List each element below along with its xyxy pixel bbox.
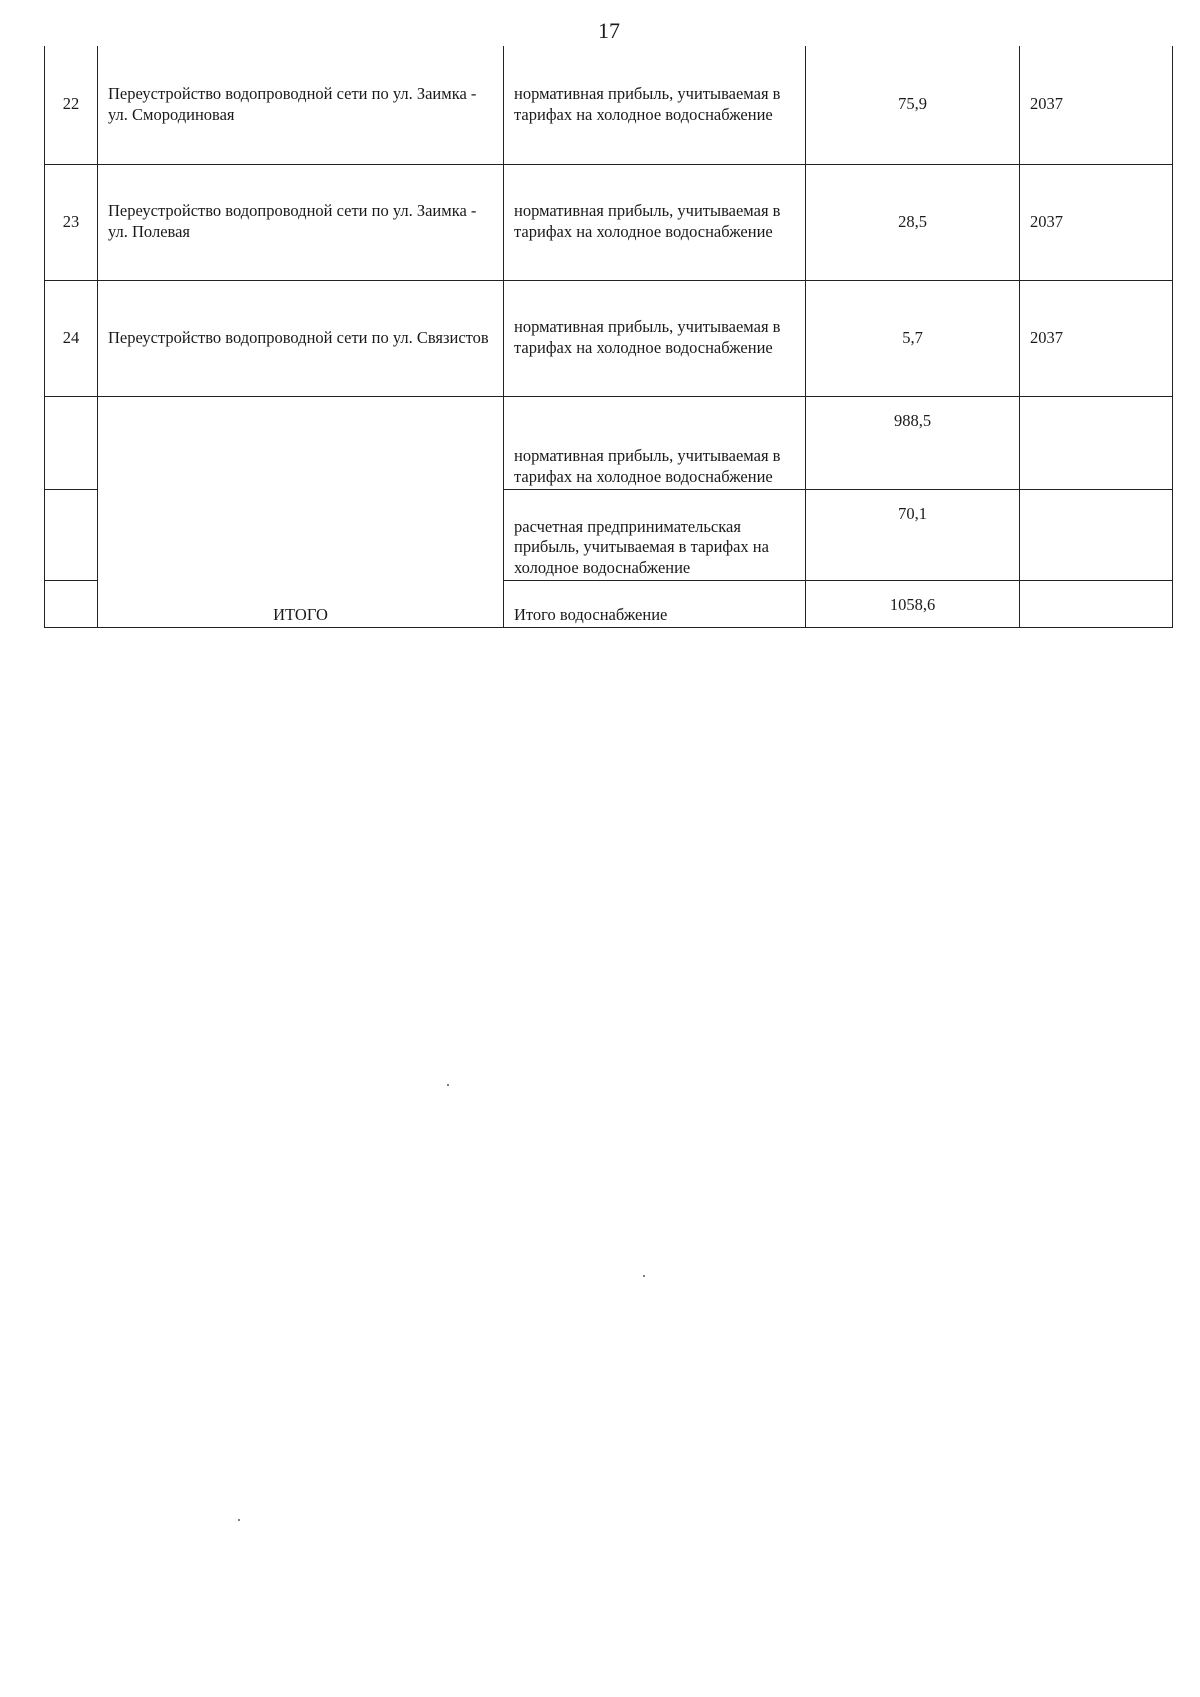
empty-cell: [1020, 580, 1173, 627]
project-name: Переустройство водопроводной сети по ул. Заимка - ул. Полевая: [98, 164, 504, 280]
project-name: Переустройство водопроводной сети по ул. Заимка - ул. Смородиновая: [98, 46, 504, 164]
funding-source: нормативная прибыль, учитываемая в тарифах на холодное водоснабжение: [504, 164, 806, 280]
total-amount: 988,5: [806, 396, 1020, 489]
project-name: Переустройство водопроводной сети по ул. Связистов: [98, 280, 504, 396]
total-source: нормативная прибыль, учитываемая в тарифах на холодное водоснабжение: [504, 396, 806, 489]
table-row: [45, 46, 1173, 164]
total-source: расчетная предпринимательская прибыль, учитываемая в тарифах на холодное водоснабжение: [504, 489, 806, 580]
scan-speck: [447, 1084, 449, 1086]
amount: 75,9: [806, 46, 1020, 164]
funding-source: нормативная прибыль, учитываемая в тарифах на холодное водоснабжение: [504, 46, 806, 164]
total-label: ИТОГО: [98, 396, 504, 627]
page-number: 17: [598, 18, 620, 43]
year: 2037: [1020, 164, 1173, 280]
empty-cell: [45, 396, 98, 489]
grand-total-amount: 1058,6: [806, 580, 1020, 627]
empty-cell: [45, 580, 98, 627]
investment-table: [44, 46, 1173, 628]
scan-speck: [238, 1519, 240, 1521]
empty-cell: [45, 489, 98, 580]
empty-cell: [1020, 489, 1173, 580]
funding-source: нормативная прибыль, учитываемая в тарифах на холодное водоснабжение: [504, 280, 806, 396]
amount: 5,7: [806, 280, 1020, 396]
grand-total-label: Итого водоснабжение: [504, 580, 806, 627]
row-number: 24: [45, 280, 98, 396]
empty-cell: [1020, 396, 1173, 489]
row-number: 22: [45, 46, 98, 164]
year: 2037: [1020, 280, 1173, 396]
row-number: 23: [45, 164, 98, 280]
total-row: [45, 396, 1173, 489]
scan-speck: [643, 1275, 645, 1277]
table-row: [45, 280, 1173, 396]
total-amount: 70,1: [806, 489, 1020, 580]
year: 2037: [1020, 46, 1173, 164]
table-row: [45, 164, 1173, 280]
amount: 28,5: [806, 164, 1020, 280]
